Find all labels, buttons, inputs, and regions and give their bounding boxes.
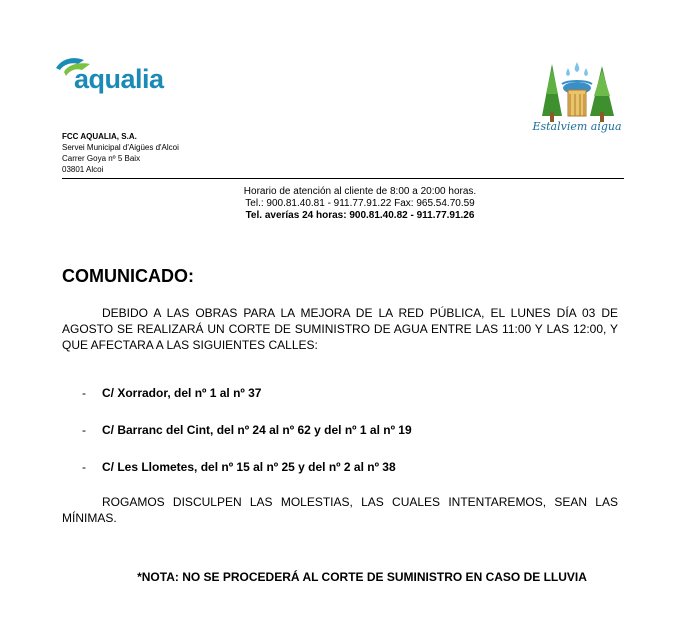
apology-paragraph: [62, 494, 618, 526]
street-text: C/ Xorrador, del nº 1 al nº 37: [102, 386, 262, 400]
contact-phones: Tel.: 900.81.40.81 - 911.77.91.22 Fax: 965.54.70.59: [245, 198, 475, 209]
list-dash: -: [82, 423, 86, 437]
list-item: [62, 385, 618, 422]
company-line-3: 03801 Alcoi: [62, 165, 104, 174]
announcement-text: DEBIDO A LAS OBRAS PARA LA MEJORA DE LA RED PÚBLICA, EL LUNES DÍA 03 DE AGOSTO SE REALIZARÁ UN CORTE DE SUMINISTRO DE AGUA ENTRE LAS 11:00 Y LAS 12:00, Y QUE AFECTARA A LAS SIGUIENTES CALLES:: [62, 306, 618, 352]
company-line-1: Servei Municipal d'Aigües d'Alcoi: [62, 143, 179, 152]
list-dash: -: [82, 460, 86, 474]
estalviem-aigua-logo: [532, 54, 622, 142]
estalviem-aigua-text: Estalviem aigua: [532, 120, 622, 133]
street-text: C/ Barranc del Cint, del nº 24 al nº 62 y del nº 1 al nº 19: [102, 423, 412, 437]
page-title: COMUNICADO:: [62, 266, 194, 286]
list-dash: -: [82, 386, 86, 400]
contact-info: [150, 186, 570, 222]
aqualia-logo-text: aqualia: [74, 64, 164, 94]
company-line-2: Carrer Goya nº 5 Baix: [62, 154, 141, 163]
company-address: [62, 131, 179, 175]
contact-emergency: Tel. averías 24 horas: 900.81.40.82 - 911.77.91.26: [245, 210, 475, 221]
apology-text: ROGAMOS DISCULPEN LAS MOLESTIAS, LAS CUALES INTENTAREMOS, SEAN LAS MÍNIMAS.: [62, 495, 618, 525]
list-item: [62, 459, 618, 496]
rain-note: *NOTA: NO SE PROCEDERÁ AL CORTE DE SUMINISTRO EN CASO DE LLUVIA: [137, 570, 587, 584]
aqualia-logo: [54, 54, 184, 100]
street-text: C/ Les Llometes, del nº 15 al nº 25 y del nº 2 al nº 38: [102, 460, 396, 474]
company-name: FCC AQUALIA, S.A.: [62, 132, 137, 141]
announcement-paragraph: [62, 305, 618, 353]
trees-fountain-icon: [532, 54, 622, 124]
affected-streets-list: [62, 385, 618, 496]
contact-hours: Horario de atención al cliente de 8:00 a 20:00 horas.: [243, 186, 477, 197]
list-item: [62, 422, 618, 459]
header-divider: [62, 178, 624, 179]
